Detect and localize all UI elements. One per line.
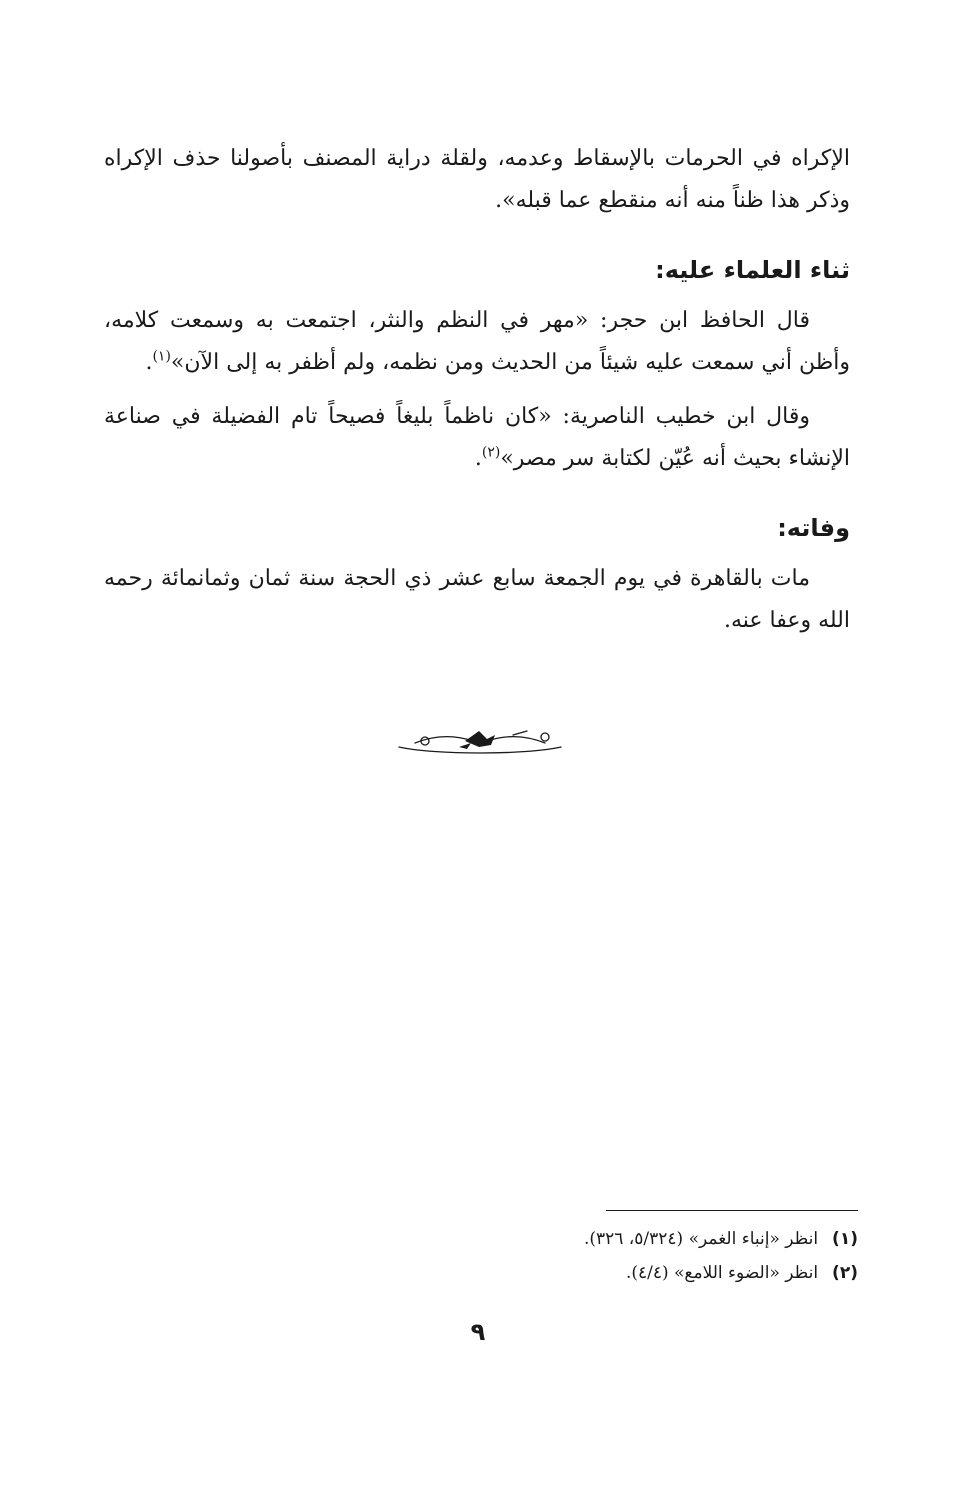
paragraph-4: مات بالقاهرة في يوم الجمعة سابع عشر ذي الحجة سنة ثمان وثمانمائة رحمه الله وعفا عنه. — [104, 566, 850, 633]
page-body — [104, 138, 850, 642]
footnote-1: (١)انظر «إنباء الغمر» (٥/٣٢٤، ٣٢٦). — [583, 1229, 858, 1249]
footnote-separator — [606, 1210, 858, 1211]
page-number: ٩ — [470, 1318, 486, 1346]
paragraph-2: قال الحافظ ابن حجر: «مهر في النظم والنثر، اجتمعت به وسمعت كلامه، وأظن أني سمعت عليه شيئاً من الحديث ومن نظمه، ولم أظفر به إلى الآن»$^{(١)}$. — [104, 308, 850, 375]
footnote-ref-2[interactable]: (٢) — [481, 444, 501, 461]
footnote-ref-1[interactable]: (١) — [152, 348, 171, 365]
paragraph-1: الإكراه في الحرمات بالإسقاط وعدمه، ولقلة دراية المصنف بأصولنا حذف الإكراه وذكر هذا ظناً منه أنه منقطع عما قبله». — [104, 146, 850, 213]
paragraph-3: وقال ابن خطيب الناصرية: «كان ناظماً بليغاً فصيحاً تام الفضيلة في صناعة الإنشاء بحيث أنه عُيّن لكتابة سر مصر»$^{(٢)}$. — [104, 404, 850, 471]
floral-divider-icon — [395, 725, 565, 761]
section-heading-death: وفاته: — [777, 514, 850, 542]
footnote-2: (٢)انظر «الضوء اللامع» (٤/٤). — [625, 1263, 858, 1283]
section-heading-praise: ثناء العلماء عليه: — [655, 256, 850, 284]
footnotes — [420, 1222, 858, 1290]
